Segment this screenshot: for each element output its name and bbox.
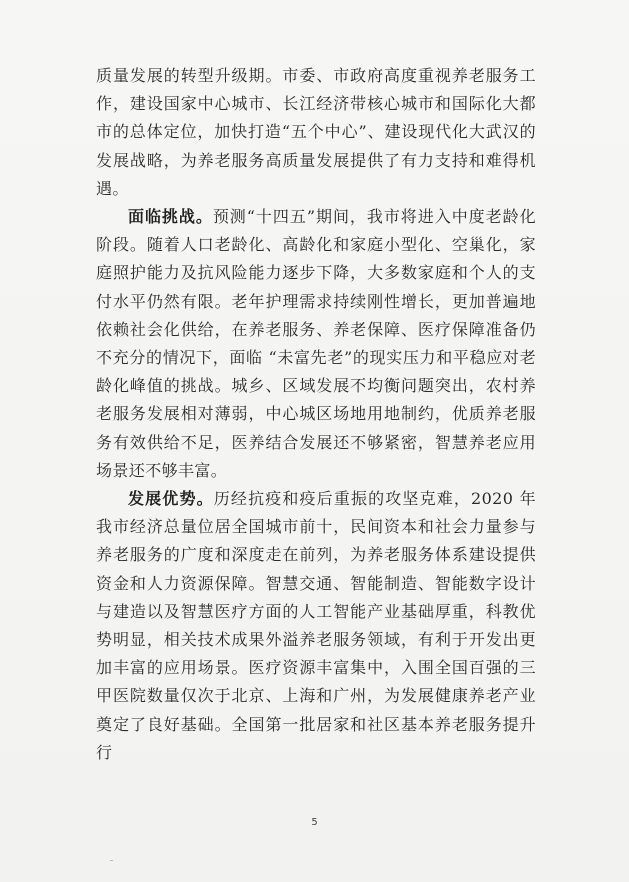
body-text bbox=[96, 62, 536, 767]
scan-artifact bbox=[110, 860, 113, 861]
page-number: 5 bbox=[311, 817, 318, 828]
paragraph-1-text: 质量发展的转型升级期。市委、市政府高度重视养老服务工作，建设国家中心城市、长江经济带核心城市和国际化大都市的总体定位，加快打造“五个中心”、建设现代化大武汉的发展战略，为养老服务高质量发展提供了有力支持和难得机遇。 bbox=[96, 66, 536, 198]
paragraph-challenges-heading: 面临挑战。 bbox=[128, 207, 213, 227]
paragraph-advantages-heading: 发展优势。 bbox=[128, 489, 214, 509]
paragraph-1 bbox=[96, 62, 536, 203]
paragraph-advantages-text: 历经抗疫和疫后重振的攻坚克难，2020 年我市经济总量位居全国城市前十，民间资本和社会力量参与养老服务的广度和深度走在前列，为养老服务体系建设提供资金和人力资源保障。智慧交通、智能制造、智能数字设计与建造以及智慧医疗方面的人工智能产业基础厚重，科教优势明显，相关技术成果外溢养老服务领域，有利于开发出更加丰富的应用场景。医疗资源丰富集中，入围全国百强的三甲医院数量仅次于北京、上海和广州，为发展健康养老产业奠定了良好基础。全国第一批居家和社区基本养老服务提升行 bbox=[96, 489, 536, 762]
paragraph-advantages bbox=[96, 485, 536, 767]
paragraph-challenges-text: 预测“十四五”期间，我市将进入中度老龄化阶段。随着人口老龄化、高龄化和家庭小型化、空巢化，家庭照护能力及抗风险能力逐步下降，大多数家庭和个人的支付水平仍然有限。老年护理需求持续刚性增长，更加普遍地依赖社会化供给，在养老服务、养老保障、医疗保障准备仍不充分的情况下，面临 “未富先老”的现实压力和平稳应对老龄化峰值的挑战。城乡、区域发展不均衡问题突出，农村养老服务发展相对薄弱，中心城区场地用地制约，优质养老服务有效供给不足，医养结合发展还不够紧密，智慧养老应用场景还不够丰富。 bbox=[96, 207, 536, 480]
paragraph-challenges bbox=[96, 203, 536, 485]
